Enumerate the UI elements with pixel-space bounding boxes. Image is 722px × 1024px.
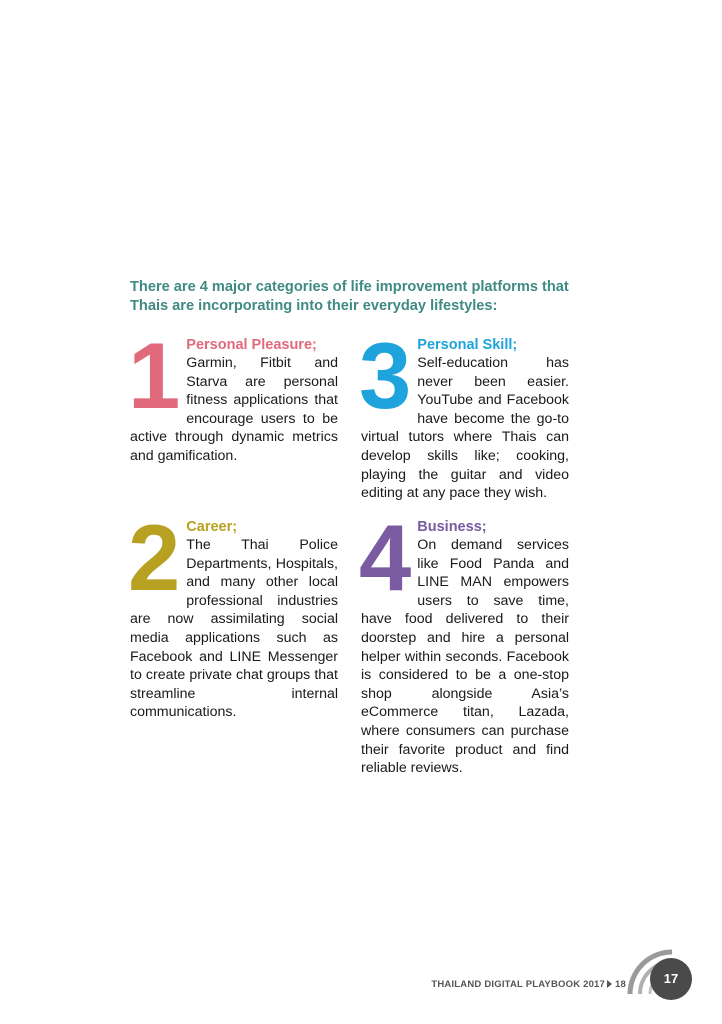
- category-number: 3: [359, 323, 412, 428]
- category-text: Garmin, Fitbit and Starva are personal fitness applications that encourage users to be active through dynamic metrics and gamification.: [130, 355, 338, 464]
- intro-heading: There are 4 major categories of life improvement platforms that Thais are incorporating into their everyday lifestyles:: [130, 279, 569, 314]
- footer-publication: THAILAND DIGITAL PLAYBOOK 2017: [431, 979, 606, 990]
- category-heading: Personal Skill;: [417, 337, 518, 353]
- category-text: The Thai Police Departments, Hospitals, and many other local professional industries are now assimilating social media applications such as Facebook and LINE Messenger to create private chat groups that streamline internal communications.: [130, 537, 338, 721]
- category-heading: Career;: [186, 519, 238, 535]
- category-heading: Personal Pleasure;: [186, 337, 317, 353]
- category-text: On demand services like Food Panda and LINE MAN empowers users to save time, have food delivered to their doorstep and hire a personal helper within seconds. Facebook is considered to be a one-stop shop alongside Asia’s eCommerce titan, Lazada, where consumers can purchase their favorite product and find reliable reviews.: [361, 537, 569, 777]
- page-number-badge: 17: [650, 958, 692, 1000]
- triangle-icon: [607, 980, 612, 988]
- category-number: 1: [128, 323, 181, 428]
- category-business: [359, 505, 569, 778]
- category-career: [128, 505, 338, 722]
- category-number: 2: [128, 505, 181, 610]
- category-text: Self-education has never been easier. YouTube and Facebook have become the go-to virtual tutors where Thais can develop skills like; cooking, playing the guitar and video editing at any pace they wish.: [361, 355, 569, 502]
- category-number: 4: [359, 505, 412, 610]
- category-heading: Business;: [417, 519, 487, 535]
- category-personal-skill: [359, 323, 569, 503]
- footer-section-page: 18: [615, 979, 626, 990]
- footer-title: [431, 979, 626, 990]
- category-personal-pleasure: [128, 323, 338, 466]
